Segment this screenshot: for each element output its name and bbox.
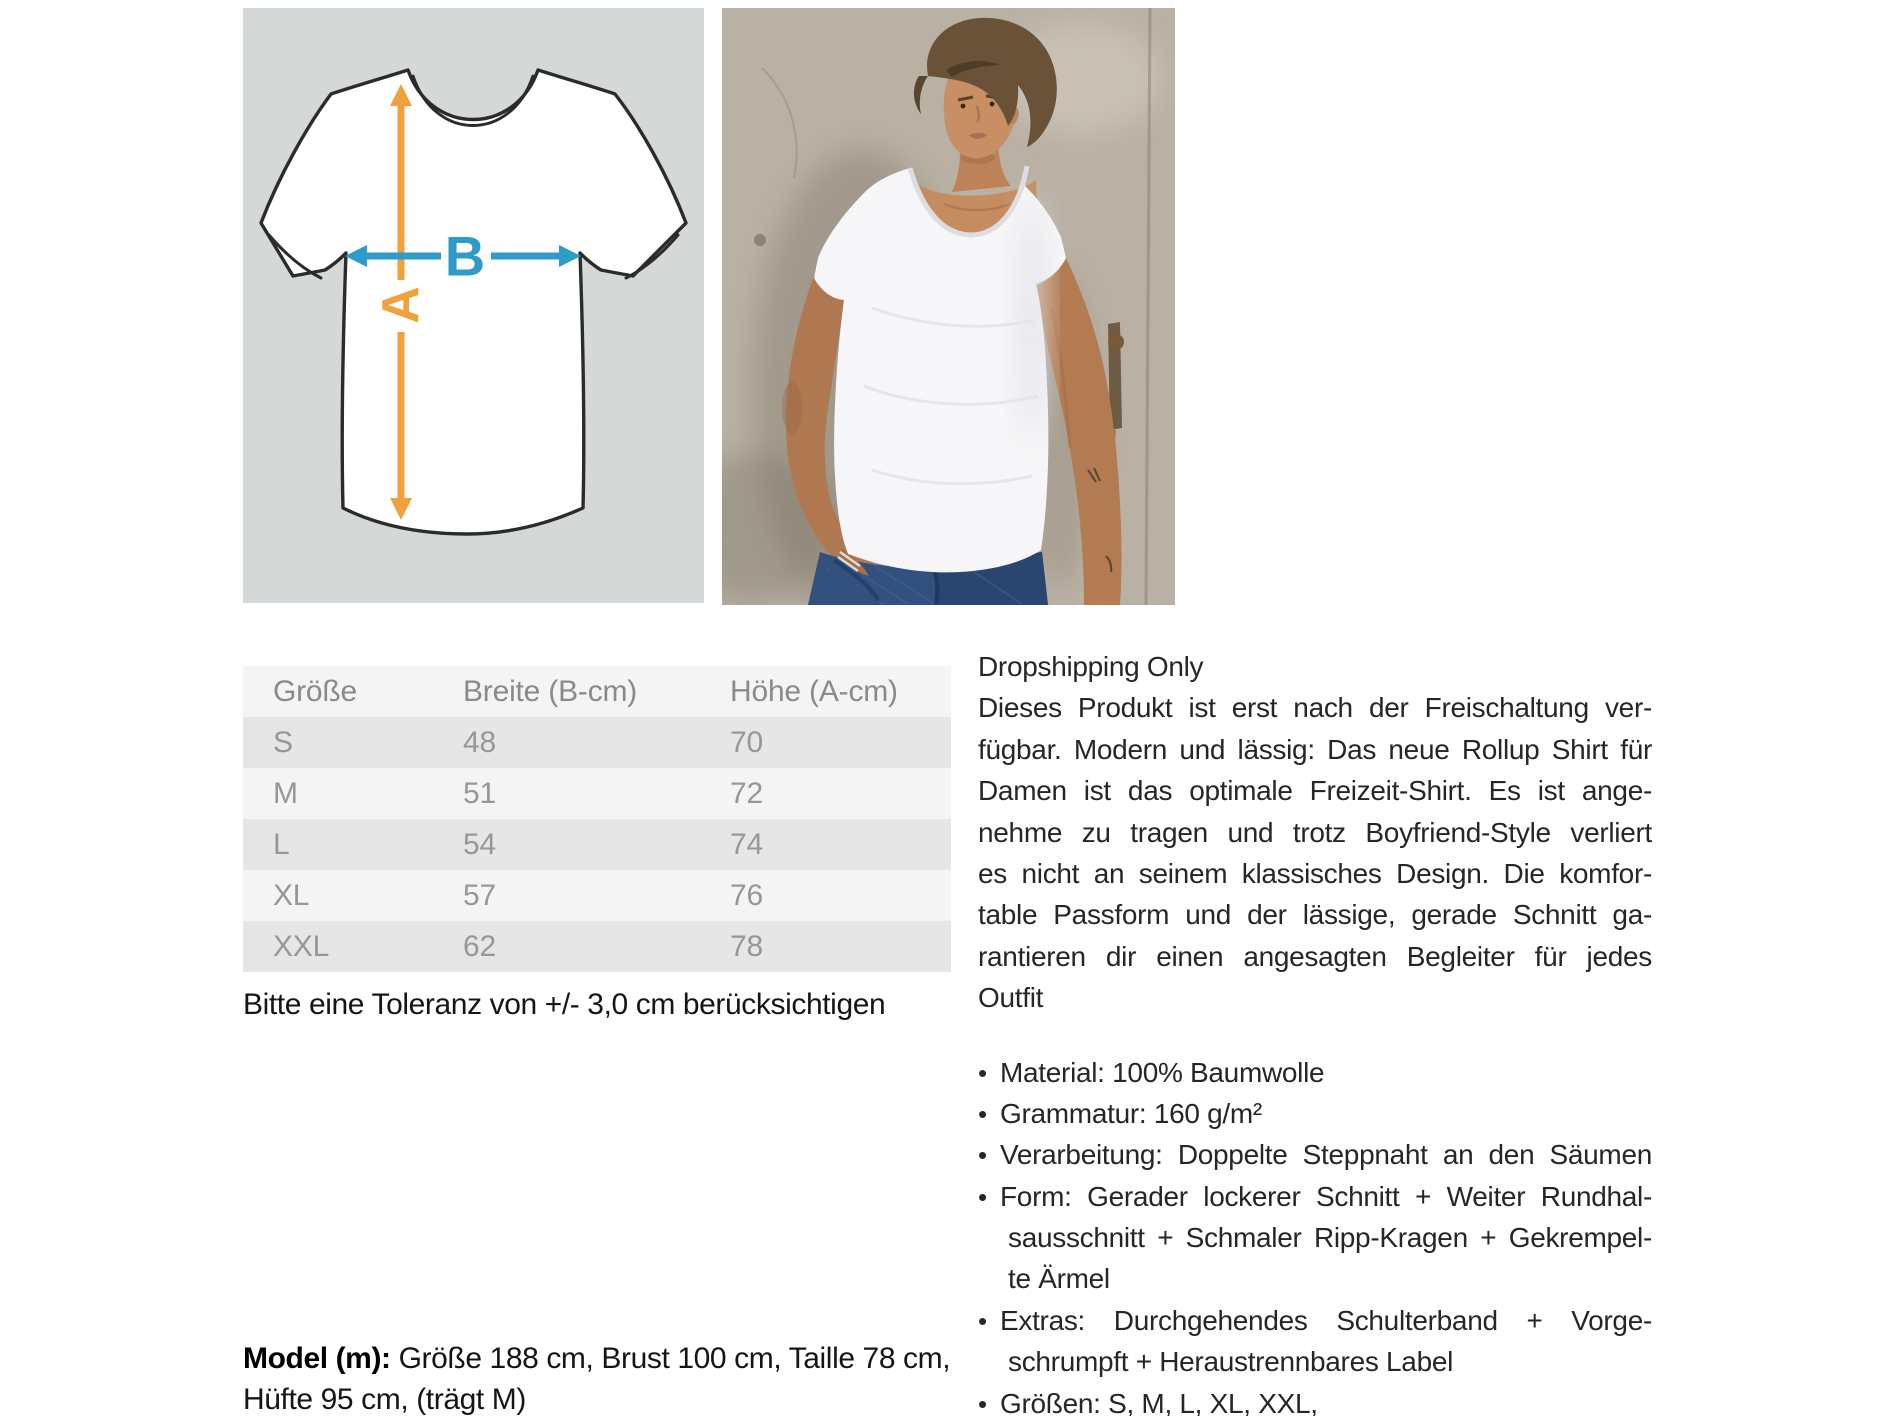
feature-text: te Ärmel (1008, 1263, 1110, 1295)
cell-height: 72 (730, 777, 763, 810)
description-line: table Passform und der lässige, gerade Schnitt ga- (978, 899, 1652, 931)
description-heading: Dropshipping Only (978, 651, 1204, 682)
table-row (243, 921, 951, 972)
label-a: A (372, 286, 430, 324)
feature-item-continuation (978, 1217, 1652, 1258)
bullet-icon: • (978, 1181, 987, 1212)
shirt-shading (1018, 198, 1046, 438)
bullet-icon: • (978, 1098, 987, 1129)
cell-size: L (273, 828, 290, 861)
feature-text: sausschnitt + Schmaler Ripp-Kragen + Gekrempel- (1008, 1222, 1652, 1254)
feature-item (978, 1176, 1652, 1217)
model-measurements-line1 (243, 1338, 1013, 1379)
tolerance-note: Bitte eine Toleranz von +/- 3,0 cm berücksichtigen (243, 988, 886, 1021)
feature-item (978, 1134, 1652, 1175)
description-line: Outfit (978, 982, 1044, 1014)
bullet-icon: • (978, 1140, 987, 1171)
table-row (243, 717, 951, 768)
feature-item (978, 1383, 1652, 1416)
right-eye (990, 102, 995, 107)
description-line: es nicht an seinem klassisches Design. Die komfor- (978, 857, 1652, 889)
wall-hole (754, 234, 766, 246)
model-values: Größe 188 cm, Brust 100 cm, Taille 78 cm, (390, 1342, 951, 1375)
table-row (243, 870, 951, 921)
col-header-size: Größe (273, 675, 358, 708)
size-table (243, 666, 951, 972)
bullet-icon: • (978, 1305, 987, 1336)
elbow-shading (782, 382, 802, 434)
table-row (243, 819, 951, 870)
product-description (978, 646, 1652, 1416)
feature-text: Grammatur: 160 g/m² (1000, 1097, 1262, 1129)
label-b: B (444, 224, 486, 288)
cell-height: 78 (730, 930, 763, 963)
bullet-icon: • (978, 1388, 987, 1416)
feature-text: Material: 100% Baumwolle (1000, 1056, 1325, 1088)
left-eye (961, 104, 966, 109)
cell-size: XXL (273, 930, 330, 963)
cell-height: 70 (730, 726, 763, 759)
model-photo-svg (722, 8, 1175, 605)
feature-list (978, 1052, 1652, 1416)
cell-size: S (273, 726, 293, 759)
feature-item-continuation (978, 1341, 1652, 1382)
feature-text: Größen: S, M, L, XL, XXL, (1000, 1387, 1318, 1416)
description-line: rantieren dir einen angesagten Begleiter für jedes (978, 940, 1652, 972)
cell-size: M (273, 777, 298, 810)
model-measurements-line2: Hüfte 95 cm, (trägt M) (243, 1383, 526, 1416)
feature-item (978, 1052, 1652, 1093)
cell-width: 57 (463, 879, 496, 912)
cell-width: 51 (463, 777, 496, 810)
cell-width: 54 (463, 828, 496, 861)
cell-height: 76 (730, 879, 763, 912)
cell-width: 48 (463, 726, 496, 759)
size-diagram-svg (243, 8, 704, 603)
feature-item (978, 1093, 1652, 1134)
feature-item-continuation (978, 1258, 1652, 1299)
description-line: nehme zu tragen und trotz Boyfriend-Style verliert (978, 816, 1652, 848)
feature-text: Extras: Durchgehendes Schulterband + Vorge- (1000, 1304, 1652, 1336)
col-header-width: Breite (B-cm) (463, 675, 638, 708)
size-diagram (243, 8, 704, 603)
col-header-height: Höhe (A-cm) (730, 675, 898, 708)
white-tshirt (814, 166, 1066, 572)
size-table-header-row (243, 666, 951, 717)
feature-text: schrumpft + Heraustrennbares Label (1008, 1346, 1454, 1378)
feature-text: Form: Gerader lockerer Schnitt + Weiter Rundhal- (1000, 1180, 1652, 1212)
description-line: Dieses Produkt ist erst nach der Freischaltung ver- (978, 692, 1652, 724)
bullet-icon: • (978, 1057, 987, 1088)
cell-width: 62 (463, 930, 496, 963)
feature-item (978, 1300, 1652, 1341)
description-line: fügbar. Modern und lässig: Das neue Rollup Shirt für (978, 733, 1652, 765)
description-line: Damen ist das optimale Freizeit-Shirt. Es ist ange- (978, 775, 1652, 807)
model-photo (722, 8, 1175, 605)
feature-text: Verarbeitung: Doppelte Steppnaht an den Säumen (1000, 1139, 1652, 1171)
cell-height: 74 (730, 828, 763, 861)
table-row (243, 768, 951, 819)
model-label: Model (m): (243, 1342, 391, 1375)
cell-size: XL (273, 879, 310, 912)
model-measurements (243, 1338, 1013, 1416)
